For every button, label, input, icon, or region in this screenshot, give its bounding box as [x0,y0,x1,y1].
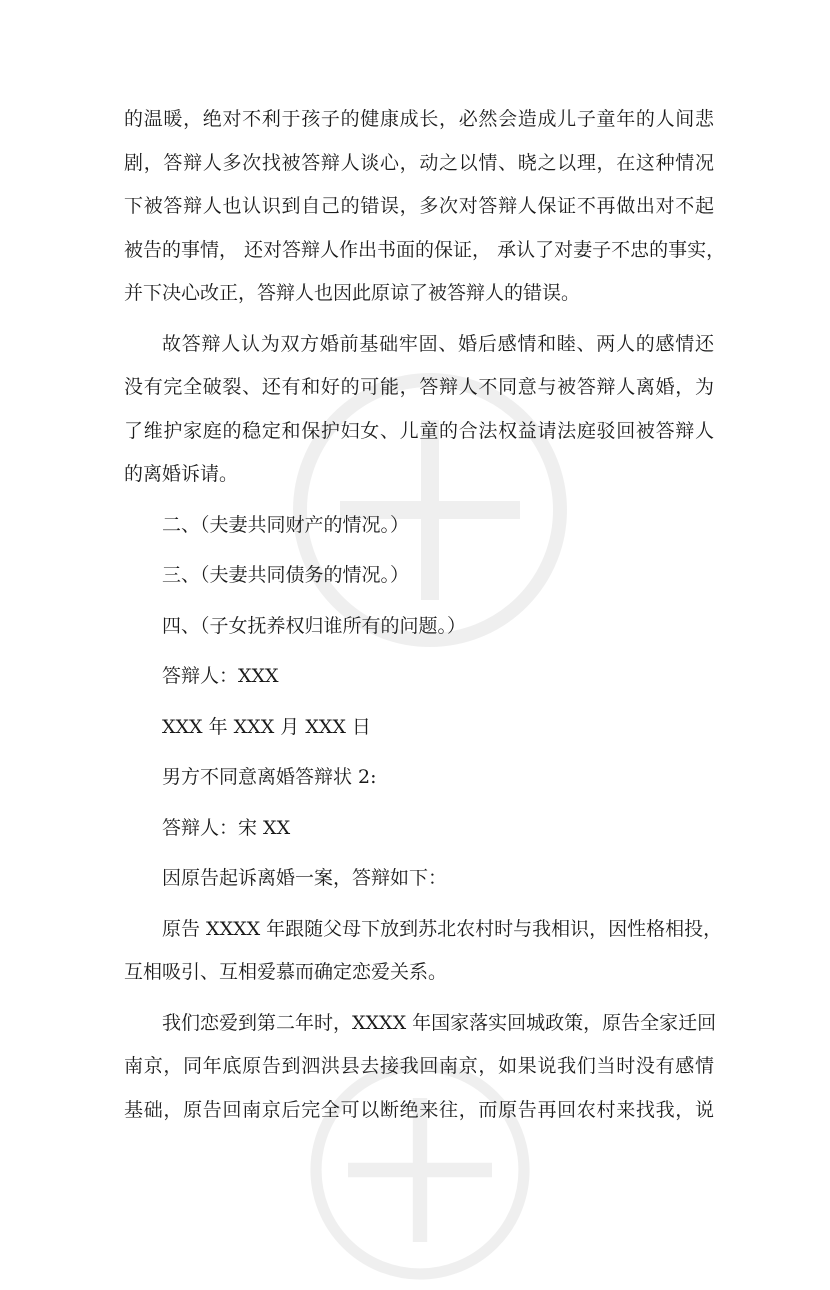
list-item [124,504,714,548]
text-line: 互相吸引、互相爱慕而确定恋爱关系。 [124,961,448,983]
text-line: 故答辩人认为双方婚前基础牢固、婚后感情和睦、两人的感情还 [162,332,714,355]
text-line: 四、（子女抚养权归谁所有的问题。） [162,614,467,637]
paragraph [124,323,714,497]
text-line: 并下决心改正，答辩人也因此原谅了被答辩人的错误。 [124,282,581,304]
text-line: 原告 XXXX 年跟随父母下放到苏北农村时与我相识，因性格相投， [162,917,723,940]
text-line: 了维护家庭的稳定和保护妇女、儿童的合法权益请法庭驳回被答辩人 [124,419,714,442]
paragraph [124,857,714,901]
text-line: 答辩人：宋 XX [162,816,291,839]
text-line: 二、（夫妻共同财产的情况。） [162,513,410,536]
list-item [124,605,714,649]
text-line: 被告的事情， 还对答辩人作出书面的保证， 承认了对妻子不忠的事实， [124,238,726,261]
respondent-name [124,807,714,851]
text-line: 因原告起诉离婚一案，答辩如下： [162,867,448,889]
text-line: 的温暖，绝对不利于孩子的健康成长，必然会造成儿子童年的人间悲 [124,108,714,130]
text-line: 剧，答辩人多次找被答辩人谈心，动之以情、晓之以理，在这种情况 [124,151,714,174]
text-line: 的离婚诉请。 [124,463,239,485]
paragraph [124,98,726,316]
date-line [124,706,714,750]
text-line: 基础，原告回南京后完全可以断绝来往，而原告再回农村来找我，说 [124,1098,714,1121]
text-line: 男方不同意离婚答辩状 2: [162,766,377,788]
text-line: 答辩人：XXX [162,665,279,687]
section-title [124,756,714,800]
text-line: 下被答辩人也认识到自己的错误，多次对答辩人保证不再做出对不起 [124,195,714,217]
paragraph [124,1002,717,1133]
document-body [124,98,726,1132]
text-line: 南京，同年底原告到泗洪县去接我回南京，如果说我们当时没有感情 [124,1055,714,1077]
list-item [124,554,714,598]
text-line: 我们恋爱到第二年时，XXXX 年国家落实回城政策，原告全家迁回 [162,1011,717,1034]
paragraph [124,908,723,995]
text-line: XXX 年 XXX 月 XXX 日 [162,715,371,738]
respondent-signature [124,655,714,699]
text-line: 没有完全破裂、还有和好的可能，答辩人不同意与被答辩人离婚，为 [124,376,714,398]
text-line: 三、（夫妻共同债务的情况。） [162,564,410,586]
